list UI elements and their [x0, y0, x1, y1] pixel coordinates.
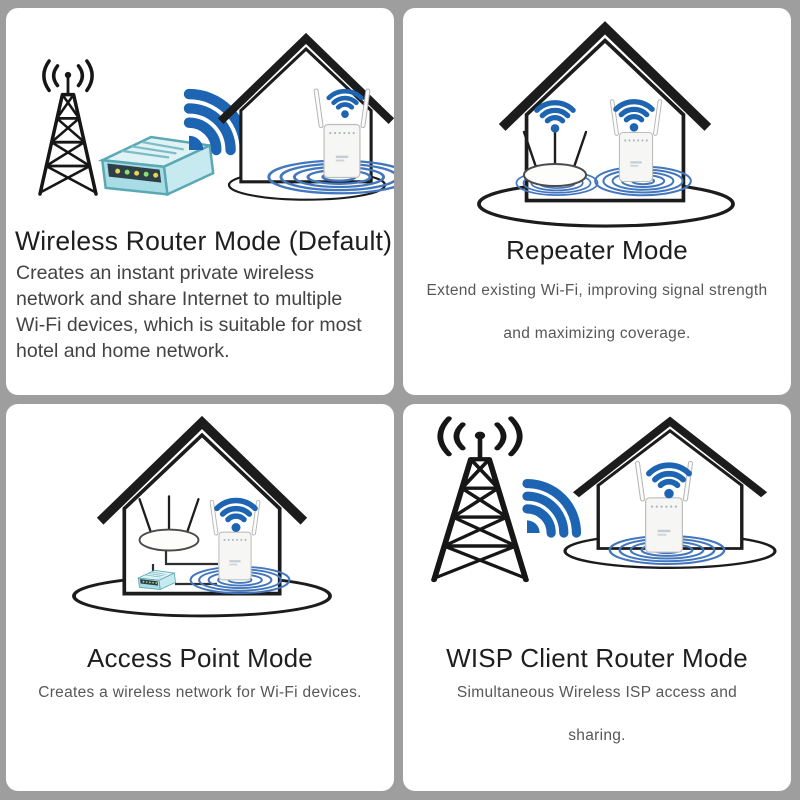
panel-wisp-client-router-mode	[403, 404, 791, 791]
panel-description	[6, 260, 394, 364]
repeater-mode-illustration	[403, 8, 791, 230]
wireless-router-mode-illustration	[6, 8, 394, 205]
description-line: Extend existing Wi-Fi, improving signal strength	[426, 282, 768, 299]
description-line: hotel and home network.	[16, 340, 230, 362]
description-line: and maximizing coverage.	[503, 325, 691, 342]
description-line: sharing.	[568, 727, 626, 744]
panel-title: Repeater Mode	[506, 235, 688, 265]
description-line: Wi-Fi devices, which is suitable for most	[16, 314, 362, 336]
wisp-client-router-mode-illustration	[403, 404, 791, 628]
access-point-mode-illustration	[6, 404, 394, 628]
cell-tower-icon	[434, 419, 526, 581]
panel-access-point-mode	[6, 404, 394, 791]
description-line: Simultaneous Wireless ISP access and	[456, 684, 738, 701]
panel-title: Access Point Mode	[87, 643, 313, 673]
panel-repeater-mode	[403, 8, 791, 395]
panel-wireless-router-mode	[6, 8, 394, 395]
wifi-broadcast-fan-icon	[527, 484, 576, 533]
description-line: Creates an instant private wireless	[16, 262, 315, 284]
panel-title: Wireless Router Mode (Default)	[15, 226, 393, 256]
house-outline-icon	[100, 423, 304, 594]
description-line: network and share Internet to multiple	[16, 288, 343, 310]
description-line: Creates a wireless network for Wi-Fi devices.	[38, 684, 362, 701]
panel-title: WISP Client Router Mode	[446, 643, 748, 673]
cell-tower-icon	[40, 61, 96, 194]
